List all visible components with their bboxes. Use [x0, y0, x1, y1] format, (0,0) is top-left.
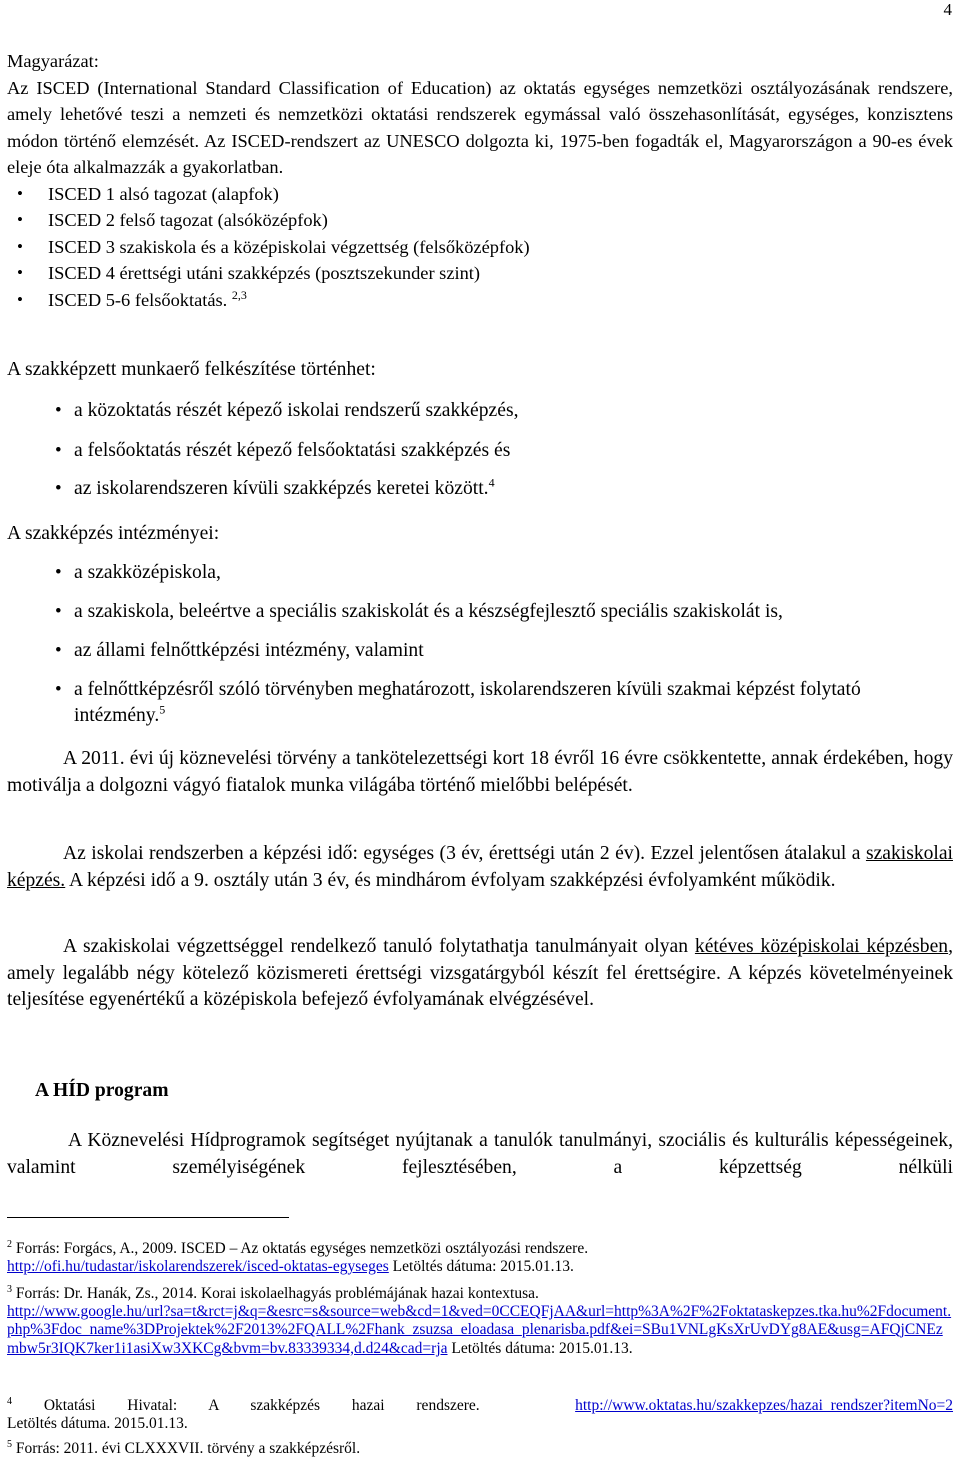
isced-level-item: • ISCED 4 érettségi utáni szakképzés (posztszekunder szint): [7, 260, 953, 287]
isced-level-item: • ISCED 3 szakiskola és a középiskolai végzettség (felsőközépfok): [7, 234, 953, 261]
footnote-3: $^3$ Forrás: Dr. Hanák, Zs., 2014. Korai iskolaelhagyás problémájának hazai kontextusa. http://www.google.hu/url?sa=t&rct=j&q=&esrc=s&source=web&cd=1&ved=0CCEQFjAA&url=http%3A%2F%2Foktataskepzes.tka.hu%2Fdocument.php%3Fdoc_name%3DProjektek%2F2013%2FQALL%2Fhank_zsuzsa_eloadasa_plenarisba.pdf&ei=SBu1VNLgKsXrUvDYg8AE&usg=AFQjCNEzmbw5r3IQK7ker1i1asiXw3XKCg&bvm=bv.83339334,d.d24&cad=rja Letöltés dátuma: 2015.01.13.: [7, 1283, 952, 1357]
bridge-paragraph: A Köznevelési Hídprogramok segítséget nyújtanak a tanulók tanulmányi, szociális és kulturális képességeinek, valamint személyiségének fejlesztésében, a képzettség nélküli: [7, 1130, 953, 1178]
training-item: • az iskolarendszeren kívüli szakképzés keretei között.$^4$: [7, 476, 953, 502]
isced-level-item: • ISCED 2 felső tagozat (alsóközépfok): [7, 207, 953, 234]
training-item: • a közoktatás részét képező iskolai rendszerű szakképzés,: [7, 398, 953, 424]
footnote-3-link[interactable]: http://www.google.hu/url?sa=t&rct=j&q=&esrc=s&source=web&cd=1&ved=0CCEQFjAA&url=http%3A%2F%2Foktataskepzes.tka.hu%2Fdocument.php%3Fdoc_name%3DProjektek%2F2013%2FQALL%2Fhank_zsuzsa_eloadasa_plenarisba.pdf&ei=SBu1VNLgKsXrUvDYg8AE&usg=AFQjCNEzmbw5r3IQK7ker1i1asiXw3XKCg&bvm=bv.83339334,d.d24&cad=rja: [7, 1303, 952, 1357]
training-intro: A szakképzett munkaerő felkészítése történhet:: [7, 359, 376, 380]
institution-item: • a szakközépiskola,: [7, 560, 953, 586]
training-item: • a felsőoktatás részét képező felsőoktatási szakképzés és: [7, 438, 953, 464]
ketéves-kepzes-link[interactable]: kétéves középiskolai képzésben: [694, 936, 949, 957]
institutions-intro: A szakképzés intézményei:: [7, 523, 220, 544]
institution-item: • a felnőttképzésről szóló törvényben meghatározott, iskolarendszeren kívüli szakmai képzést folytató intézmény.$^5$: [7, 677, 953, 729]
footnote-separator: [7, 1217, 289, 1218]
isced-level-item: • ISCED 1 alsó tagozat (alapfok): [7, 181, 953, 208]
explanation-section: [7, 48, 953, 313]
isced-level-list: [7, 181, 953, 314]
footnote-4: $^4$ Oktatási Hivatal: A szakképzés hazai rendszere. http://www.oktatas.hu/szakkepzes/hazai_rendszer?itemNo=2 Letöltés dátuma. 2015.01.13.: [7, 1395, 954, 1433]
institution-item: • az állami felnőttképzési intézmény, valamint: [7, 638, 953, 664]
footnote-2-link[interactable]: http://ofi.hu/tudastar/iskolarendszerek/isced-oktatas-egyseges: [7, 1258, 389, 1276]
footnote-ref: 4: [488, 475, 495, 490]
training-time-paragraph: Az iskolai rendszerben a képzési idő: egységes (3 év, érettségi után 2 év). Ezzel jelentősen átalakul a szakiskolai képzés. A képzési idő a 9. osztály után 3 év, és mindhárom évfolyam szakképzési évfolyamként működik.: [7, 843, 953, 891]
explanation-paragraph: Az ISCED (International Standard Classification of Education) az oktatás egységes nemzetközi osztályozásának rendszere, amely lehetővé teszi a nemzeti és nemzetközi oktatási rendszerek egymással való összehasonlítását, egységes, konzisztens módon történő elemzését. Az ISCED-rendszert az UNESCO dolgozta ki, 1975-ben fogadták el, Magyarországon a 90-es évek eleje óta alkalmazzák a gyakorlatban.: [7, 77, 953, 177]
training-section: [7, 398, 953, 502]
footnote-5: $^5$ Forrás: 2011. évi CLXXXVII. törvény a szakképzésről.: [7, 1438, 361, 1457]
footnote-4-link[interactable]: http://www.oktatas.hu/szakkepzes/hazai_rendszer?itemNo=2: [575, 1397, 954, 1414]
page-number: 4: [943, 0, 952, 19]
law-paragraph: A 2011. évi új köznevelési törvény a tankötelezettségi kort 18 évről 16 évre csökkentette, annak érdekében, hogy motiválja a dolgozni vágyó fiatalok munka világába történő mielőbbi belépését.: [7, 748, 953, 796]
institution-item: • a szakiskola, beleértve a speciális szakiskolát és a készségfejlesztő speciális szakiskolát is,: [7, 599, 953, 625]
institutions-list: [7, 560, 953, 729]
training-list: [7, 398, 953, 502]
isced-level-item: • ISCED 5-6 felsőoktatás. $^{2,3}$: [7, 287, 953, 314]
explanation-title: Magyarázat:: [7, 51, 99, 71]
bridge-heading: A HÍD program: [35, 1080, 169, 1101]
szakiskolai-kepzes-link[interactable]: szakiskolai képzés.: [7, 843, 953, 891]
institutions-section: [7, 560, 953, 729]
footnote-ref: 2,3: [231, 287, 247, 302]
footnote-2: $^2$ Forrás: Forgács, A., 2009. ISCED – Az oktatás egységes nemzetközi osztályozási rendszere. http://ofi.hu/tudastar/iskolarendszerek/isced-oktatas-egyseges Letöltés dátuma: 2015.01.13.: [7, 1238, 589, 1276]
continuation-paragraph: A szakiskolai végzettséggel rendelkező tanuló folytathatja tanulmányait olyan kétéves középiskolai képzésben, amely legalább négy kötelező közismereti érettségi vizsgatárgyból készít fel érettségire. A képzés követelményeinek teljesítése egyenértékű a középiskola befejező évfolyamának elvégzésével.: [7, 936, 953, 1011]
footnote-ref: 5: [159, 702, 166, 717]
